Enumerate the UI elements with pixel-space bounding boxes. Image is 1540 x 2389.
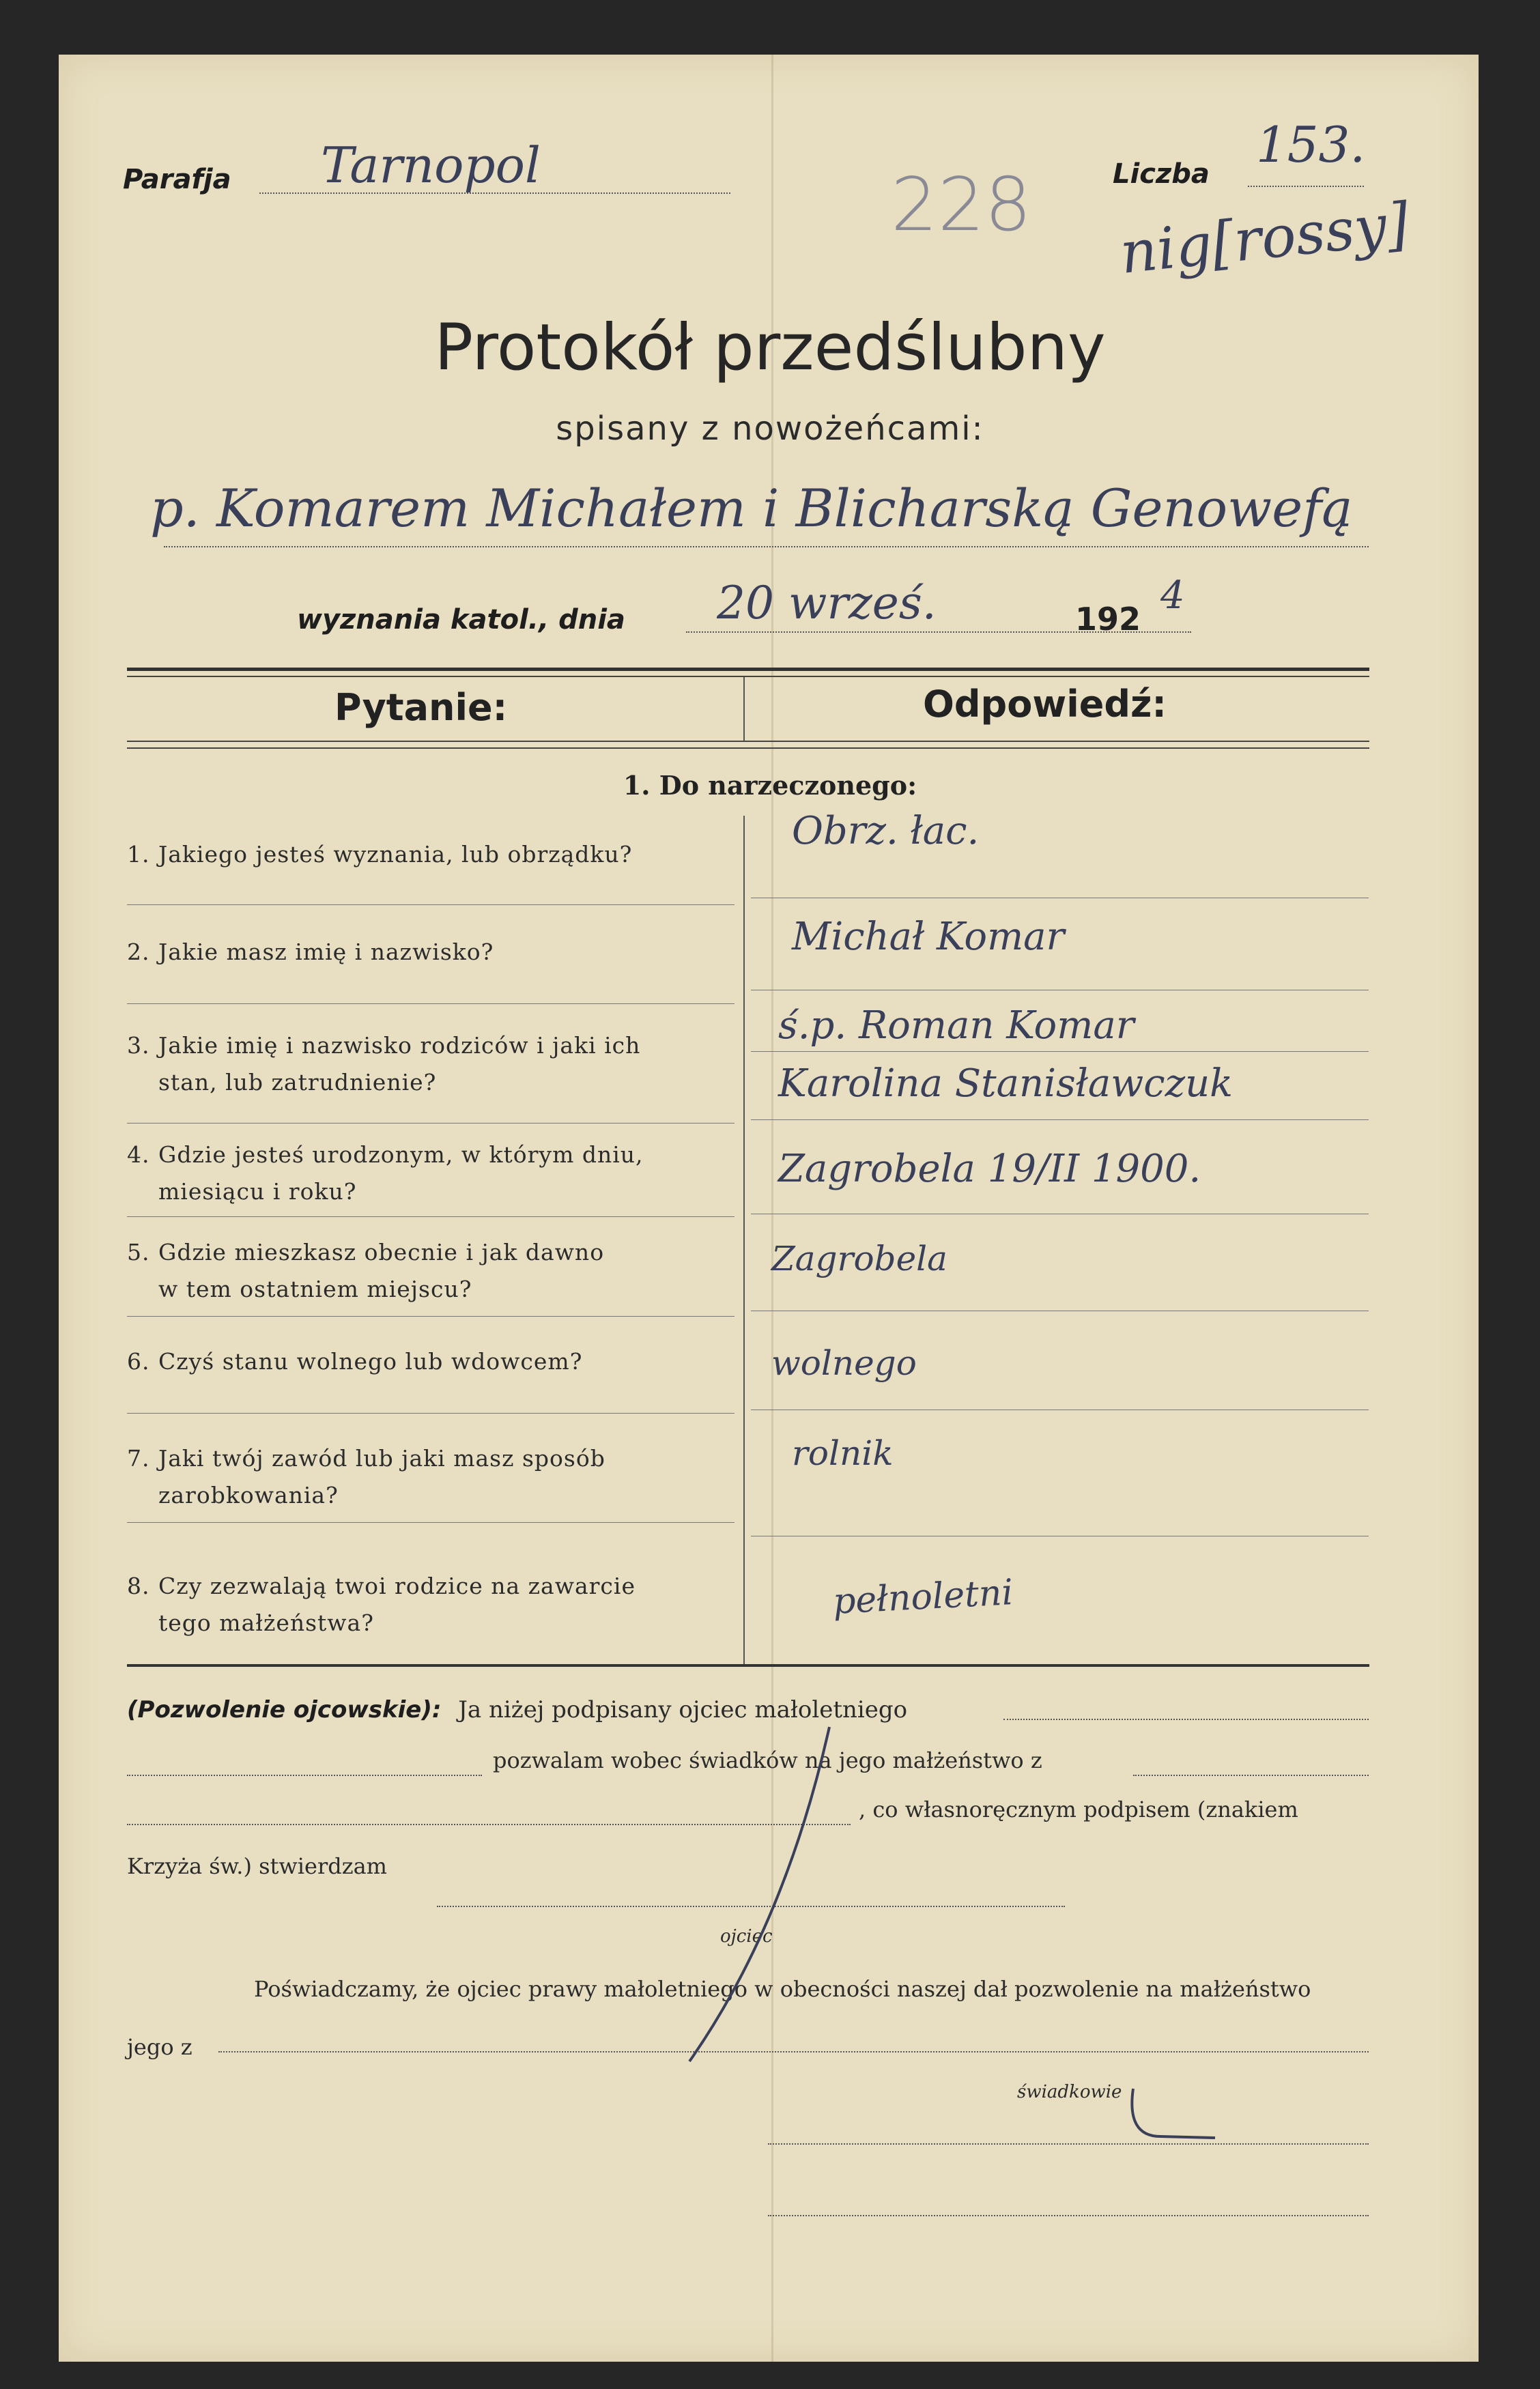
year-suffix: 4: [1160, 573, 1185, 618]
question-7-number: 7.: [127, 1445, 150, 1472]
attest-text: Poświadczamy, że ojciec prawy małoletniego w obecności naszej dał pozwolenie na małżeństwo: [254, 1976, 1311, 2002]
answer-4: Zagrobela 19/II 1900.: [778, 1147, 1201, 1191]
date-value: 20 wrześ.: [717, 577, 937, 629]
parish-label: Parafja: [123, 164, 231, 195]
question-3-number: 3.: [127, 1032, 150, 1059]
couple-names: p. Komarem Michałem i Blicharską Genowefą: [150, 478, 1353, 539]
confession-label: wyznania katol., dnia: [297, 604, 625, 635]
question-8-number: 8.: [127, 1573, 150, 1599]
question-7-text: Jaki twój zawód lub jaki masz sposób: [158, 1445, 605, 1472]
question-2-text: Jakie masz imię i nazwisko?: [158, 939, 494, 965]
question-6-number: 6.: [127, 1348, 150, 1375]
question-1-text: Jakiego jesteś wyznania, lub obrządku?: [158, 841, 633, 868]
answer-5: Zagrobela: [771, 1239, 947, 1278]
answer-8: pełnoletni: [831, 1572, 1014, 1622]
answer-3-line-2: Karolina Stanisławczuk: [778, 1061, 1234, 1106]
question-7-text-2: zarobkowania?: [158, 1482, 339, 1508]
witnesses-label: świadkowie: [1017, 2082, 1122, 2102]
permission-line-4: Krzyża św.) stwierdzam: [127, 1853, 387, 1879]
question-1-number: 1.: [127, 841, 150, 868]
question-5-text: Gdzie mieszkasz obecnie i jak dawno: [158, 1239, 605, 1265]
father-label: ojciec: [720, 1926, 773, 1947]
question-3-text: Jakie imię i nazwisko rodziców i jaki ich: [158, 1032, 641, 1059]
page-subtitle: spisany z nowożeńcami:: [556, 410, 984, 448]
answer-3: ś.p. Roman Komar: [778, 1003, 1135, 1048]
margin-note: nig[rossy]: [1117, 190, 1412, 287]
answer-1: Obrz. łac.: [792, 809, 980, 853]
permission-line-3: , co własnoręcznym podpisem (znakiem: [859, 1797, 1298, 1822]
question-8-text: Czy zezwalają twoi rodzice na zawarcie: [158, 1573, 636, 1599]
question-5-text-2: w tem ostatniem miejscu?: [158, 1276, 472, 1302]
question-8-text-2: tego małżeństwa?: [158, 1610, 374, 1636]
answer-6: wolnego: [771, 1343, 917, 1383]
permission-text-1: Ja niżej podpisany ojciec małoletniego: [458, 1696, 908, 1723]
stamp-number: 228: [891, 162, 1032, 248]
answer-column-header: Odpowiedź:: [923, 683, 1167, 726]
permission-label: (Pozwolenie ojcowskie):: [127, 1696, 442, 1723]
permission-line-2: pozwalam wobec świadków na jego małżeństwo z: [493, 1747, 1042, 1773]
question-3-text-2: stan, lub zatrudnienie?: [158, 1069, 437, 1096]
number-value: 153.: [1256, 116, 1366, 173]
question-5-number: 5.: [127, 1239, 150, 1265]
question-column-header: Pytanie:: [334, 686, 508, 729]
parish-value: Tarnopol: [321, 137, 541, 194]
question-4-number: 4.: [127, 1141, 150, 1168]
answer-2: Michał Komar: [792, 915, 1065, 959]
answer-7: rolnik: [792, 1433, 894, 1473]
question-4-text-2: miesiącu i roku?: [158, 1178, 357, 1205]
question-2-number: 2.: [127, 939, 150, 965]
page-title: Protokół przedślubny: [434, 311, 1106, 385]
question-6-text: Czyś stanu wolnego lub wdowcem?: [158, 1348, 583, 1375]
year-prefix: 192: [1075, 601, 1141, 638]
question-4-text: Gdzie jesteś urodzonym, w którym dniu,: [158, 1141, 644, 1168]
attest-text-2: jego z: [127, 2034, 192, 2060]
number-label: Liczba: [1113, 158, 1210, 190]
section-title: 1. Do narzeczonego:: [623, 770, 917, 801]
